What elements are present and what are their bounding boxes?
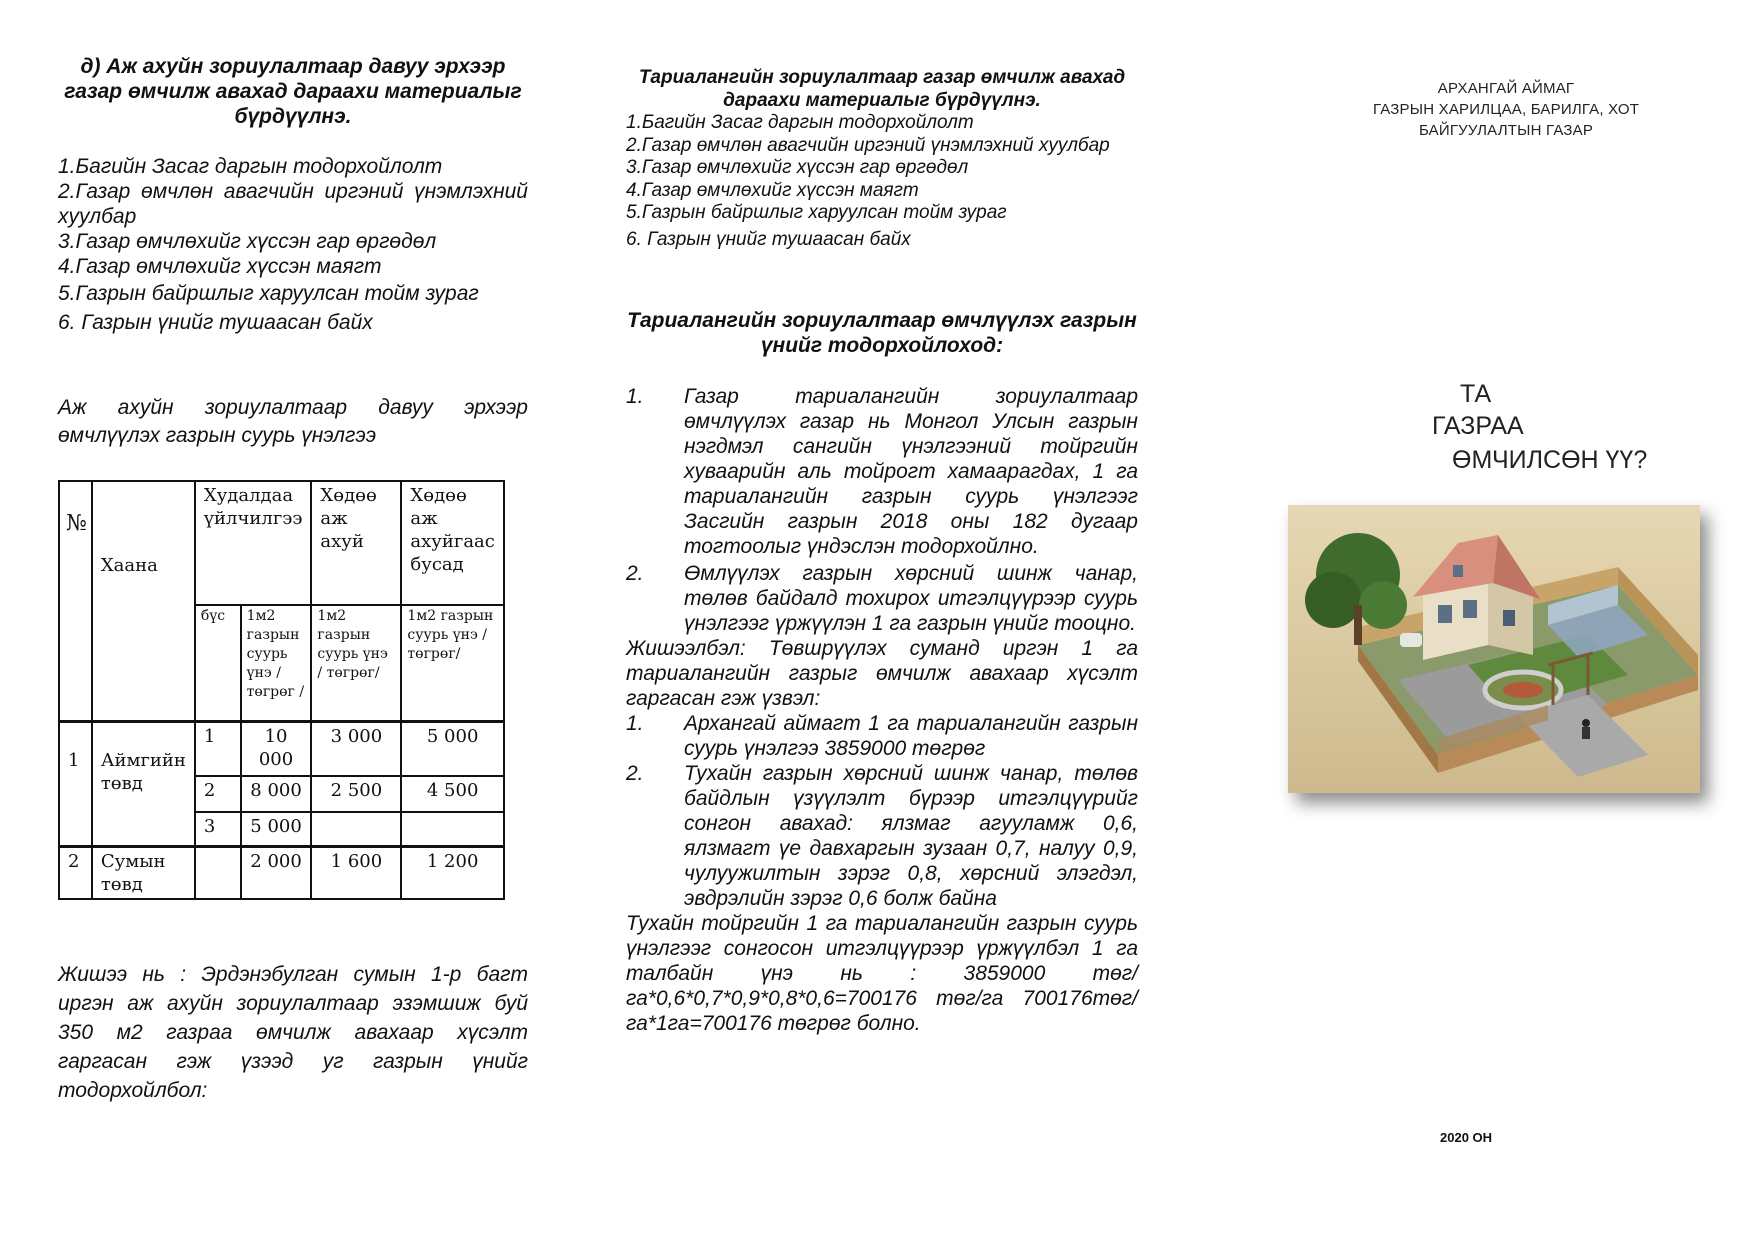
table-cell: 3 — [195, 812, 241, 847]
table-cell: 1 600 — [311, 847, 401, 900]
numbered-item — [626, 561, 1138, 636]
table-cell: 1 — [59, 722, 92, 847]
list-item: 6. Газрын үнийг тушаасан байх — [58, 311, 373, 334]
table-header-price: 1м2 газрын суурь үнэ / төгрөг/ — [401, 605, 503, 722]
section-heading-crop: Тариалангийн зориулалтаар газар өмчилж авахад дараахи материалыг бүрдүүлнэ. — [638, 67, 1126, 111]
org-line: БАЙГУУЛАЛТЫН ГАЗАР — [1418, 122, 1594, 139]
example-paragraph: Жишээ нь : Эрдэнэбулган сумын 1-р багт иргэн аж ахуйн зориулалтаар эзэмшиж буй 350 м2 газраа өмчилж авахаар хүсэлт гаргасан гэж үзээд уг газрын үнийг тодорхойлбол: — [58, 963, 528, 1102]
item-text: Архангай аймагт 1 га тариалангийн газрын суурь үнэлгээ 3859000 төгрөг — [684, 712, 1138, 760]
table-cell — [311, 812, 401, 847]
requirements-list — [626, 112, 1138, 252]
cover-question-line: ГАЗРАА — [1432, 412, 1524, 440]
table-header-price: 1м2 газрын суурь үнэ / төгрөг / — [241, 605, 312, 722]
table-header-row — [59, 481, 504, 605]
list-item: 6. Газрын үнийг тушаасан байх — [626, 228, 911, 250]
table-header-agriculture: Хөдөө аж ахуй — [311, 481, 401, 605]
item-number: 2. — [626, 762, 644, 785]
list-item: 5.Газрын байршлыг харуулсан тойм зураг — [58, 282, 479, 305]
list-item: 4.Газар өмчлөхийг хүссэн маягт — [58, 255, 382, 278]
table-cell: 1 — [195, 722, 241, 777]
org-line: АРХАНГАЙ АЙМАГ — [1437, 80, 1575, 97]
house-illustration — [1288, 505, 1700, 793]
table-cell: Сумын төвд — [92, 847, 195, 900]
table-cell: 2 — [195, 776, 241, 812]
table-cell: 5 000 — [401, 722, 503, 777]
base-price-paragraph: Аж ахуйн зориулалтаар давуу эрхээр өмчлүүлэх газрын суурь үнэлгээ — [58, 396, 528, 447]
table-header-place: Хаана — [92, 481, 195, 722]
section-heading-d: д) Аж ахуйн зориулалтаар давуу эрхээр газар өмчилж авахад дараахи материалыг бүрдүүлнэ. — [64, 55, 522, 128]
list-item: 5.Газрын байршлыг харуулсан тойм зураг — [626, 202, 1007, 224]
table-cell: 5 000 — [241, 812, 312, 847]
item-text: Өмлүүлэх газрын хөрсний шинж чанар, төлөв байдалд тохирох итгэлцүүрээр суурь үнэлгээг үржүүлэн 1 га газрын үнийг тооцно. — [684, 562, 1138, 635]
requirements-list — [58, 154, 528, 335]
cover-question-line: ӨМЧИЛСӨН ҮҮ? — [1452, 446, 1648, 474]
publication-year: 2020 ОН — [1440, 1130, 1493, 1145]
table-row — [59, 847, 504, 900]
table-cell: 10 000 — [241, 722, 312, 777]
item-number: 1. — [626, 385, 644, 408]
list-item: 1.Багийн Засаг даргын тодорхойлолт — [58, 155, 443, 178]
list-item: 3.Газар өмчлөхийг хүссэн гар өргөдөл — [58, 230, 437, 253]
table-row — [59, 722, 504, 777]
table-cell: 4 500 — [401, 776, 503, 812]
table-cell: 8 000 — [241, 776, 312, 812]
table-header-price: 1м2 газрын суурь үнэ / төгрөг/ — [311, 605, 401, 722]
table-cell — [401, 812, 503, 847]
price-calculation-body — [626, 384, 1138, 1036]
numbered-item — [626, 711, 1138, 761]
item-text: Тухайн газрын хөрсний шинж чанар, төлөв байдлын үзүүлэлт бүрээр итгэлцүүрийг сонгон авахад: ялзмаг агууламж 0,6, ялзмагт үе давхаргын зузаан 0,7, налуу 0,9, чулуужилтын зэрэг 0,8, хөрсний элэгдэл, эвдрэлийн зэрэг 0,6 болж байна — [684, 762, 1138, 910]
example-intro: Жишээлбэл: Төвшрүүлэх суманд иргэн 1 га тариалангийн газрыг өмчилж авахаар хүсэлт гаргасан гэж үзвэл: — [626, 637, 1138, 710]
table-cell: 2 500 — [311, 776, 401, 812]
table-cell: Аймгийн төвд — [92, 722, 195, 847]
table-header-trade: Худалдаа үйлчилгээ — [195, 481, 312, 605]
table-cell: 2 — [59, 847, 92, 900]
organization-name — [1270, 78, 1742, 141]
table-header-non-agriculture: Хөдөө аж ахуйгаас бусад — [401, 481, 503, 605]
item-text: Газар тариалангийн зориулалтаар өмчлүүлэх газар нь Монгол Улсын газрын нэгдмэл сангийн үнэлгээний тойргийн хуваарийн аль тойрогт хамаарагдах, 1 га тариалангийн газрын суурь үнэлгээг Засгийн газрын 2018 оны 182 дугаар тогтоолыг үндэслэн тодорхойлно. — [684, 385, 1138, 558]
section-heading-price: Тариалангийн зориулалтаар өмчлүүлэх газрын үнийг тодорхойлоход: — [627, 309, 1137, 357]
list-item: 3.Газар өмчлөхийг хүссэн гар өргөдөл — [626, 157, 969, 179]
list-item: 2.Газар өмчлөн авагчийн иргэний үнэмлэхний хуулбар — [58, 180, 528, 228]
conclusion-paragraph: Тухайн тойргийн 1 га тариалангийн газрын суурь үнэлгээг сонгосон итгэлцүүрээр үржүүлбэл 1 га талбайн үнэ нь : 3859000 төг/га*0,6*0,7*0,9*0,8*0,6=700176 төг/га 700176төг/га*1га=700176 төгрөг болно. — [626, 912, 1138, 1035]
cover-question-line: ТА — [1460, 380, 1492, 408]
table-cell: 2 000 — [241, 847, 312, 900]
item-number: 1. — [626, 712, 644, 735]
land-price-table — [58, 480, 505, 900]
list-item: 1.Багийн Засаг даргын тодорхойлолт — [626, 112, 974, 133]
item-number: 2. — [626, 562, 644, 585]
org-line: ГАЗРЫН ХАРИЛЦАА, БАРИЛГА, ХОТ — [1372, 101, 1640, 118]
table-cell — [195, 847, 241, 900]
numbered-item — [626, 761, 1138, 911]
table-cell: 3 000 — [311, 722, 401, 777]
list-item: 4.Газар өмчлөхийг хүссэн маягт — [626, 179, 919, 201]
table-header-zone: бүс — [195, 605, 241, 722]
numbered-item — [626, 384, 1138, 559]
list-item: 2.Газар өмчлөн авагчийн иргэний үнэмлэхний хуулбар — [626, 134, 1110, 156]
table-header-number: № — [59, 481, 92, 722]
table-cell: 1 200 — [401, 847, 503, 900]
